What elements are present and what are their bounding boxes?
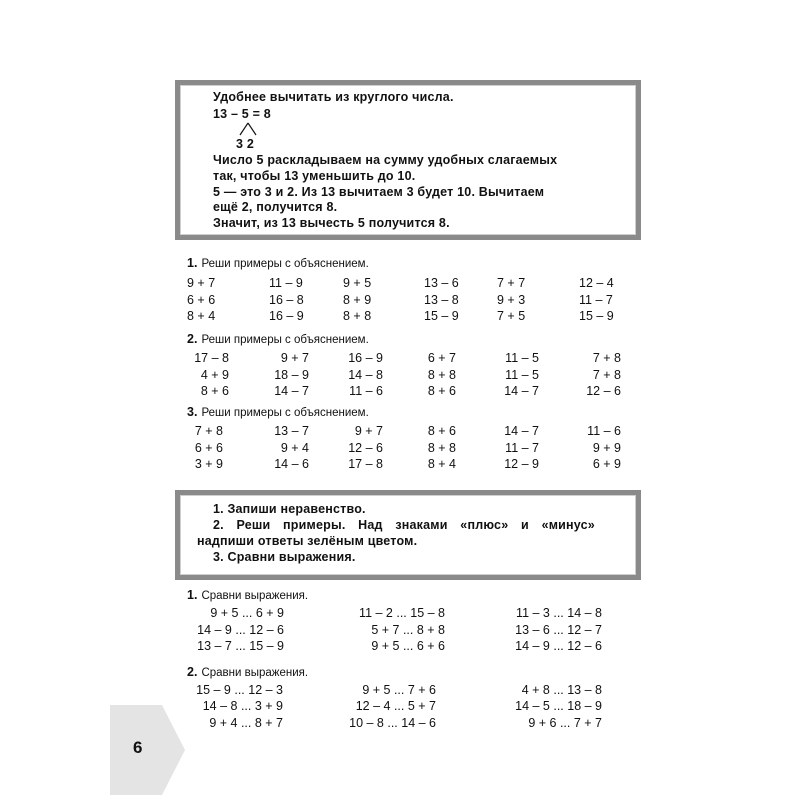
example: 18 – 9 bbox=[274, 368, 309, 382]
example: 8 + 9 bbox=[343, 293, 372, 307]
example: 13 – 8 bbox=[424, 293, 459, 307]
example: 14 – 6 bbox=[274, 457, 309, 471]
comparison: 10 – 8 ... 14 – 6 bbox=[349, 716, 436, 730]
example: 7 + 8 bbox=[592, 351, 621, 365]
comparison: 9 + 4 ... 8 + 7 bbox=[209, 716, 283, 730]
example: 12 – 6 bbox=[586, 384, 621, 398]
example: 14 – 8 bbox=[348, 368, 383, 382]
example: 11 – 5 bbox=[505, 351, 539, 365]
example: 17 – 8 bbox=[348, 457, 383, 471]
example: 13 – 7 bbox=[274, 424, 309, 438]
comparison: 9 + 6 ... 7 + 7 bbox=[528, 716, 602, 730]
example: 8 + 4 bbox=[187, 309, 216, 323]
example: 9 + 7 bbox=[187, 276, 216, 290]
example: 9 + 3 bbox=[497, 293, 526, 307]
example: 13 – 6 bbox=[424, 276, 459, 290]
comparison: 13 – 6 ... 12 – 7 bbox=[515, 623, 602, 637]
comparison: 9 + 5 ... 7 + 6 bbox=[362, 683, 436, 697]
example: 7 + 7 bbox=[497, 276, 526, 290]
example: 15 – 9 bbox=[579, 309, 614, 323]
rule-line-1: Удобнее вычитать из круглого числа. bbox=[213, 90, 454, 104]
comparison: 15 – 9 ... 12 – 3 bbox=[196, 683, 283, 697]
example: 7 + 5 bbox=[497, 309, 526, 323]
example: 3 + 9 bbox=[194, 457, 223, 471]
example: 17 – 8 bbox=[194, 351, 229, 365]
comparison: 11 – 2 ... 15 – 8 bbox=[359, 606, 445, 620]
example: 8 + 4 bbox=[427, 457, 456, 471]
example: 16 – 8 bbox=[269, 293, 304, 307]
instruction-line-3: надпиши ответы зелёным цветом. bbox=[197, 534, 418, 548]
task-heading: 1. Сравни выражения. bbox=[187, 588, 309, 602]
example: 11 – 5 bbox=[505, 368, 539, 382]
example: 12 – 4 bbox=[579, 276, 614, 290]
rule-line-6: 5 — это 3 и 2. Из 13 вычитаем 3 будет 10. Вычитаем bbox=[213, 185, 545, 199]
example: 14 – 7 bbox=[504, 424, 539, 438]
example: 14 – 7 bbox=[274, 384, 309, 398]
comparison: 9 + 5 ... 6 + 9 bbox=[210, 606, 284, 620]
example: 16 – 9 bbox=[348, 351, 383, 365]
example: 8 + 6 bbox=[427, 424, 456, 438]
rule-decomposition: 3 2 bbox=[236, 137, 254, 151]
example: 9 + 7 bbox=[354, 424, 383, 438]
rule-line-5: так, чтобы 13 уменьшить до 10. bbox=[213, 169, 416, 183]
example: 12 – 6 bbox=[348, 441, 383, 455]
comparison: 14 – 9 ... 12 – 6 bbox=[515, 639, 602, 653]
instruction-line-1: 1. Запиши неравенство. bbox=[213, 502, 366, 516]
instruction-line-4: 3. Сравни выражения. bbox=[213, 550, 356, 564]
rule-equation: 13 – 5 = 8 bbox=[213, 107, 271, 121]
rule-line-4: Число 5 раскладываем на сумму удобных слагаемых bbox=[213, 153, 558, 167]
example: 9 + 9 bbox=[592, 441, 621, 455]
example: 11 – 9 bbox=[269, 276, 303, 290]
example: 8 + 6 bbox=[427, 384, 456, 398]
example: 11 – 7 bbox=[505, 441, 539, 455]
example: 16 – 9 bbox=[269, 309, 304, 323]
example: 6 + 6 bbox=[187, 293, 216, 307]
instruction-line-2: 2. Реши примеры. Над знаками «плюс» и «минус» bbox=[213, 518, 595, 532]
comparison: 12 – 4 ... 5 + 7 bbox=[355, 699, 436, 713]
comparison: 14 – 5 ... 18 – 9 bbox=[515, 699, 602, 713]
comparison: 9 + 5 ... 6 + 6 bbox=[371, 639, 445, 653]
example: 6 + 6 bbox=[194, 441, 223, 455]
example: 9 + 5 bbox=[343, 276, 372, 290]
example: 4 + 9 bbox=[200, 368, 229, 382]
example: 6 + 9 bbox=[592, 457, 621, 471]
example: 12 – 9 bbox=[504, 457, 539, 471]
example: 8 + 8 bbox=[343, 309, 372, 323]
decomposition-branch-icon bbox=[236, 121, 260, 137]
comparison: 14 – 8 ... 3 + 9 bbox=[202, 699, 283, 713]
example: 14 – 7 bbox=[504, 384, 539, 398]
example: 9 + 4 bbox=[280, 441, 309, 455]
example: 11 – 6 bbox=[349, 384, 383, 398]
task-heading: 3. Реши примеры с объяснением. bbox=[187, 405, 369, 419]
task-heading: 1. Реши примеры с объяснением. bbox=[187, 256, 369, 270]
example: 11 – 7 bbox=[579, 293, 613, 307]
example: 8 + 8 bbox=[427, 441, 456, 455]
example: 8 + 6 bbox=[200, 384, 229, 398]
example: 8 + 8 bbox=[427, 368, 456, 382]
page-number: 6 bbox=[133, 738, 143, 757]
example: 7 + 8 bbox=[592, 368, 621, 382]
rule-line-7: ещё 2, получится 8. bbox=[213, 200, 338, 214]
comparison: 14 – 9 ... 12 – 6 bbox=[197, 623, 284, 637]
comparison: 4 + 8 ... 13 – 8 bbox=[521, 683, 602, 697]
page-tab-shape bbox=[110, 705, 185, 795]
rule-line-8: Значит, из 13 вычесть 5 получится 8. bbox=[213, 216, 450, 230]
example: 9 + 7 bbox=[280, 351, 309, 365]
task-heading: 2. Сравни выражения. bbox=[187, 665, 309, 679]
example: 11 – 6 bbox=[587, 424, 621, 438]
example: 6 + 7 bbox=[427, 351, 456, 365]
example: 7 + 8 bbox=[194, 424, 223, 438]
example: 15 – 9 bbox=[424, 309, 459, 323]
comparison: 13 – 7 ... 15 – 9 bbox=[197, 639, 284, 653]
comparison: 11 – 3 ... 14 – 8 bbox=[516, 606, 602, 620]
task-heading: 2. Реши примеры с объяснением. bbox=[187, 332, 369, 346]
comparison: 5 + 7 ... 8 + 8 bbox=[371, 623, 445, 637]
